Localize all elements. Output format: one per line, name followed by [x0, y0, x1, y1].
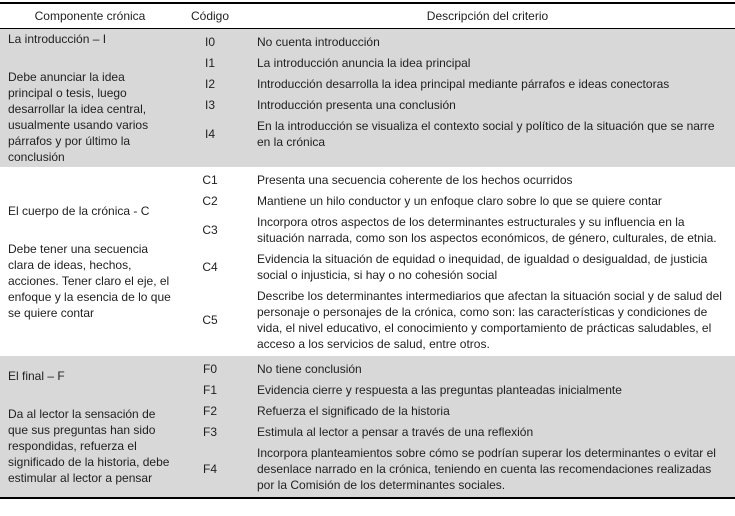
component-description: Debe anunciar la idea principal o tesis, luego desarrollar la idea central, usualmente usando varios párrafos y por último la conclusión — [8, 70, 149, 164]
criterion-row — [180, 400, 735, 421]
criterion-description: En la introducción se visualiza el contexto social y político de la situación que se narre en la crónica — [257, 118, 715, 149]
criterion-row — [180, 358, 735, 379]
criterion-row — [180, 379, 735, 400]
column-header-codigo: Código — [190, 9, 230, 23]
criterion-code: C1 — [202, 172, 218, 187]
criterion-row — [180, 115, 735, 152]
criteria-rows — [180, 356, 735, 497]
criteria-rubric-table — [0, 2, 735, 499]
criterion-description: La introducción anuncia la idea principal — [257, 55, 471, 70]
criterion-code: C5 — [202, 312, 218, 327]
criterion-code: I3 — [204, 97, 215, 112]
criterion-code: F2 — [202, 403, 217, 418]
criterion-row — [180, 248, 735, 285]
criterion-code: F3 — [202, 424, 217, 439]
criterion-description: Refuerza el significado de la historia — [257, 403, 450, 418]
criterion-description: Introducción desarrolla la idea principal mediante párrafos e ideas conectoras — [257, 76, 670, 91]
criterion-row — [180, 31, 735, 52]
criterion-row — [180, 94, 735, 115]
component-title: El final – F — [8, 368, 65, 383]
component-cell-cuerpo — [0, 167, 180, 356]
criterion-description: Evidencia la situación de equidad o inequidad, de igualdad o desigualdad, de justicia social o injusticia, si hay o no cohesión social — [257, 251, 708, 282]
criterion-row — [180, 421, 735, 442]
criterion-description: Evidencia cierre y respuesta a las preguntas planteadas inicialmente — [257, 382, 622, 397]
criterion-description: Incorpora otros aspectos de los determinantes estructurales y su influencia en la situación narrada, como son los aspectos económicos, de género, culturales, de etnia. — [257, 214, 717, 245]
criterion-row — [180, 73, 735, 94]
criterion-code: F4 — [202, 461, 217, 476]
section-introduccion — [0, 29, 735, 167]
criterion-description: Mantiene un hilo conductor y un enfoque claro sobre lo que se quiere contar — [257, 193, 662, 208]
column-header-descripcion-criterio: Descripción del criterio — [426, 9, 549, 23]
criterion-code: F1 — [202, 382, 217, 397]
component-cell-final — [0, 356, 180, 497]
criterion-row — [180, 190, 735, 211]
criterion-code: C3 — [202, 222, 218, 237]
criterion-code: I0 — [204, 34, 215, 49]
criterion-description: Presenta una secuencia coherente de los hechos ocurridos — [257, 172, 573, 187]
criterion-row — [180, 211, 735, 248]
column-header-componente-cronica: Componente crónica — [34, 9, 146, 23]
criterion-row — [180, 285, 735, 354]
criterion-description: No cuenta introducción — [257, 34, 380, 49]
criterion-code: I2 — [204, 76, 215, 91]
criterion-description: No tiene conclusión — [257, 361, 362, 376]
criterion-row — [180, 169, 735, 190]
criterion-code: C2 — [202, 193, 218, 208]
criterion-code: C4 — [202, 259, 218, 274]
criterion-row — [180, 442, 735, 495]
criterion-row — [180, 52, 735, 73]
criteria-rows — [180, 29, 735, 167]
criterion-code: F0 — [202, 361, 217, 376]
criterion-description: Describe los determinantes intermediarios que afectan la situación social y de salud del personaje o personajes de la crónica, como son: las características y condiciones de vida, el nivel educativo, el conocimiento y comportamiento de prácticas saludables, el acceso a los servicios de salud, entre otros. — [257, 288, 722, 351]
criterion-code: I4 — [204, 126, 215, 141]
section-cuerpo — [0, 167, 735, 356]
component-description: Da al lector la sensación de que sus preguntas han sido respondidas, refuerza el significado de la historia, debe estimular al lector a pensar — [8, 406, 170, 485]
criteria-rows — [180, 167, 735, 356]
section-final — [0, 356, 735, 497]
table-header-row — [0, 4, 735, 29]
component-cell-introduccion — [0, 29, 180, 167]
criterion-description: Introducción presenta una conclusión — [257, 97, 456, 112]
criterion-description: Incorpora planteamientos sobre cómo se podrían superar los determinantes o evitar el desenlace narrado en la crónica, teniendo en cuenta las recomendaciones realizadas por la Comisión de los determinantes sociales. — [257, 445, 716, 492]
component-title: El cuerpo de la crónica - C — [8, 203, 150, 218]
component-title: La introducción – I — [8, 32, 107, 46]
criterion-description: Estimula al lector a pensar a través de una reflexión — [257, 424, 534, 439]
component-description: Debe tener una secuencia clara de ideas, hechos, acciones. Tener claro el eje, el enfoque y la esencia de lo que se quiere contar — [8, 241, 171, 320]
criterion-code: I1 — [204, 55, 215, 70]
